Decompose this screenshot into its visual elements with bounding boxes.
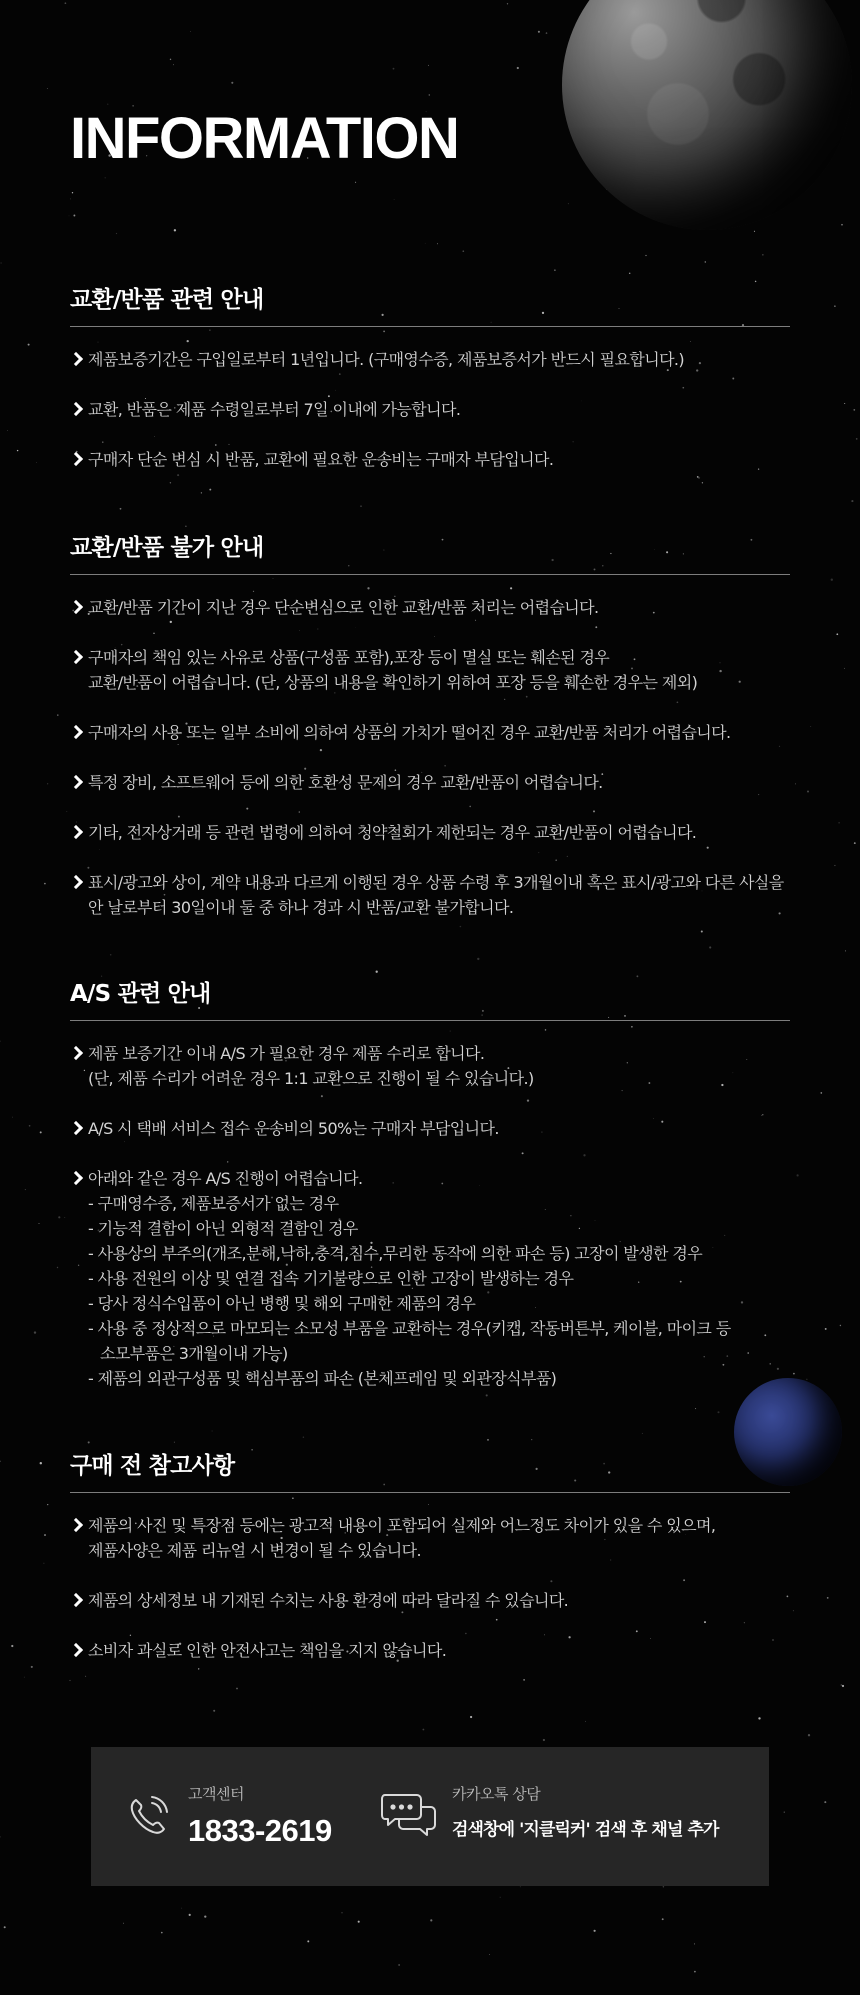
star: [73, 215, 75, 217]
star: [834, 305, 836, 307]
section-exchange-unavailable: [70, 530, 790, 945]
star: [0, 262, 1, 263]
star: [851, 500, 853, 502]
star: [845, 950, 846, 951]
star: [4, 1926, 6, 1928]
star: [762, 254, 763, 255]
list-item-text: [88, 347, 790, 372]
list-item-text: [88, 1166, 790, 1391]
chevron-right-icon: [70, 447, 88, 472]
star: [190, 31, 191, 32]
list-item: [70, 645, 790, 695]
star: [70, 199, 71, 200]
star: [174, 1442, 175, 1443]
list-item-text: [88, 770, 790, 795]
star: [645, 255, 646, 256]
star: [212, 1430, 213, 1431]
list-item: [70, 770, 790, 795]
star: [425, 243, 426, 244]
star: [629, 273, 630, 274]
list-item-line: 구매자 단순 변심 시 반품, 교환에 필요한 운송비는 구매자 부담입니다.: [88, 450, 554, 469]
star: [120, 508, 122, 510]
chevron-right-icon: [70, 397, 88, 422]
star: [422, 1729, 424, 1731]
list-item-line: 기타, 전자상거래 등 관련 법령에 의하여 청약철회가 제한되는 경우 교환/반품이 어렵습니다.: [88, 823, 697, 842]
star: [161, 1932, 163, 1934]
star: [793, 1373, 795, 1375]
star: [57, 1267, 58, 1268]
star: [831, 579, 833, 581]
star: [65, 2, 67, 4]
star: [66, 811, 67, 812]
star: [174, 229, 176, 231]
star: [836, 633, 838, 635]
chevron-right-icon: [70, 595, 88, 620]
star: [307, 1940, 309, 1942]
list-item-line: - 구매영수증, 제품보증서가 없는 경우: [88, 1194, 339, 1213]
star: [123, 1923, 124, 1924]
star: [108, 104, 109, 105]
star: [72, 192, 73, 193]
chevron-right-icon: [70, 720, 88, 745]
star: [784, 1811, 785, 1812]
list-item-line: A/S 시 택배 서비스 접수 운송비의 50%는 구매자 부담입니다.: [88, 1119, 499, 1138]
star: [517, 67, 519, 69]
list-item: [70, 1166, 790, 1391]
list-item-line: 교환, 반품은 제품 수령일로부터 7일 이내에 가능합니다.: [88, 400, 461, 419]
star: [694, 1971, 696, 1973]
list-item-line: 제품의 상세정보 내 기재된 수치는 사용 환경에 따라 달라질 수 있습니다.: [88, 1591, 569, 1610]
chevron-right-icon: [70, 1166, 88, 1191]
star: [58, 1216, 60, 1218]
star: [585, 1721, 586, 1722]
star: [462, 250, 464, 252]
star: [477, 958, 479, 960]
list-item-line: - 기능적 결함이 아닌 외형적 결함인 경우: [88, 1219, 358, 1238]
list-item-line: 교환/반품 기간이 지난 경우 단순변심으로 인한 교환/반품 처리는 어렵습니다.: [88, 598, 599, 617]
star: [88, 1441, 90, 1443]
contact-box: [91, 1747, 769, 1886]
star: [824, 1801, 826, 1803]
kakao-consult-label: 카카오톡 상담: [452, 1785, 541, 1803]
star: [189, 1914, 191, 1916]
chat-bubble-icon: [381, 1791, 437, 1837]
star: [489, 1954, 490, 1955]
star: [844, 668, 845, 669]
list-item-text: [88, 645, 790, 695]
list-item-text: [88, 820, 790, 845]
star: [40, 1131, 42, 1133]
star: [531, 1439, 532, 1440]
star: [29, 1125, 31, 1127]
list-item: [70, 347, 790, 372]
star: [170, 59, 171, 60]
list-item: [70, 447, 790, 472]
star: [838, 822, 840, 824]
list-item-line: 교환/반품이 어렵습니다. (단, 상품의 내용을 확인하기 위하여 포장 등을 훼손한 경우는 제외): [88, 673, 698, 692]
star: [303, 1436, 304, 1437]
star: [213, 1710, 215, 1712]
star: [663, 1886, 664, 1887]
star: [185, 526, 186, 527]
star: [507, 3, 508, 4]
page-title: INFORMATION: [70, 106, 459, 171]
list-item-line: 표시/광고와 상이, 계약 내용과 다르게 이행된 경우 상품 수령 후 3개월이내 혹은 표시/광고와 다른 사실을: [88, 873, 784, 892]
star: [841, 1685, 842, 1686]
chevron-right-icon: [70, 820, 88, 845]
star: [173, 64, 174, 65]
list-item: [70, 1513, 790, 1563]
chevron-right-icon: [70, 1638, 88, 1663]
chevron-right-icon: [70, 645, 88, 670]
list-item-text: [88, 397, 790, 422]
chevron-right-icon: [70, 1513, 88, 1538]
list-item-line: 제품보증기간은 구입일로부터 1년입니다. (구매영수증, 제품보증서가 반드시 필요합니다.): [88, 350, 685, 369]
list-item-text: [88, 1041, 790, 1091]
star: [470, 1716, 472, 1718]
star: [17, 450, 18, 451]
list-item-text: [88, 1588, 790, 1613]
star: [429, 94, 430, 95]
list-item-line: 소모부품은 3개월이내 가능): [100, 1344, 288, 1363]
star: [520, 1886, 521, 1887]
star: [57, 714, 58, 715]
list-item-text: [88, 447, 790, 472]
phone-number[interactable]: 1833-2619: [188, 1813, 332, 1848]
chevron-right-icon: [70, 1116, 88, 1141]
star: [500, 1897, 501, 1898]
section-exchange-return: [70, 282, 790, 497]
info-list: [70, 1513, 790, 1663]
star: [594, 1930, 596, 1932]
star: [0, 1836, 1, 1837]
list-item: [70, 397, 790, 422]
star: [642, 1433, 643, 1434]
star: [793, 1610, 794, 1611]
star: [568, 203, 569, 204]
list-item-text: [88, 1513, 790, 1563]
list-item: [70, 595, 790, 620]
list-item-line: 제품 보증기간 이내 A/S 가 필요한 경우 제품 수리로 합니다.: [88, 1044, 485, 1063]
star: [64, 1217, 65, 1218]
star: [797, 1174, 799, 1176]
star: [393, 68, 395, 70]
star: [709, 946, 711, 948]
star: [341, 1912, 342, 1913]
list-item-text: [88, 870, 790, 920]
star: [44, 883, 46, 885]
star: [554, 269, 556, 271]
star: [31, 1666, 33, 1668]
list-item-line: (단, 제품 수리가 어려운 경우 1:1 교환으로 진행이 될 수 있습니다.): [88, 1069, 534, 1088]
list-item-line: 구매자의 사용 또는 일부 소비에 의하여 상품의 가치가 떨어진 경우 교환/반품 처리가 어렵습니다.: [88, 723, 731, 742]
list-item: [70, 820, 790, 845]
star: [36, 462, 37, 463]
section-as-info: [70, 976, 790, 1416]
list-item-line: - 사용상의 부주의(개조,분해,낙하,충격,침수,무리한 동작에 의한 파손 등) 고장이 발생한 경우: [88, 1244, 703, 1263]
star: [394, 199, 395, 200]
star: [807, 791, 809, 793]
star: [47, 1504, 48, 1505]
section-title: A/S 관련 안내: [70, 976, 790, 1021]
star: [181, 1908, 182, 1909]
list-item: [70, 870, 790, 920]
list-item-line: 구매자의 책임 있는 사유로 상품(구성품 포함),포장 등이 멸실 또는 훼손된 경우: [88, 648, 610, 667]
star: [7, 430, 8, 431]
star: [705, 261, 706, 262]
list-item: [70, 1588, 790, 1613]
star: [11, 1645, 13, 1647]
star: [231, 82, 233, 84]
star: [428, 65, 429, 66]
list-item-text: [88, 720, 790, 745]
star: [825, 1328, 827, 1330]
star: [842, 1685, 844, 1687]
star: [840, 1325, 841, 1326]
list-item: [70, 1638, 790, 1663]
star: [754, 231, 755, 232]
star: [39, 1223, 40, 1224]
star: [28, 344, 30, 346]
star: [47, 784, 48, 785]
star: [430, 1919, 432, 1921]
star: [758, 1717, 760, 1719]
info-list: [70, 347, 790, 472]
star: [806, 1379, 807, 1380]
star: [694, 1943, 695, 1944]
chevron-right-icon: [70, 1041, 88, 1066]
star: [355, 182, 356, 183]
star: [398, 1964, 399, 1965]
star: [538, 31, 540, 33]
star: [204, 1915, 206, 1917]
list-item: [70, 1041, 790, 1091]
list-item: [70, 720, 790, 745]
list-item-text: [88, 1116, 790, 1141]
star: [0, 1461, 1, 1462]
list-item-text: [88, 1638, 790, 1663]
star: [546, 32, 548, 34]
chevron-right-icon: [70, 347, 88, 372]
star: [69, 216, 70, 217]
section-title: 교환/반품 불가 안내: [70, 530, 790, 575]
star: [543, 1739, 545, 1741]
chevron-right-icon: [70, 870, 88, 895]
star: [43, 1563, 44, 1564]
list-item-line: - 당사 정식수입품이 아닌 병행 및 해외 구매한 제품의 경우: [88, 1294, 476, 1313]
star: [853, 409, 855, 411]
section-purchase-notes: [70, 1448, 790, 1688]
star: [105, 178, 106, 179]
list-item-line: 특정 장비, 소프트웨어 등에 의한 호환성 문제의 경우 교환/반품이 어렵습니다.: [88, 773, 603, 792]
kakao-channel-text: 검색창에 '지클릭커' 검색 후 채널 추가: [452, 1820, 719, 1840]
section-title: 교환/반품 관련 안내: [70, 282, 790, 327]
list-item-line: - 사용 중 정상적으로 마모되는 소모성 부품을 교환하는 경우(키캡, 작동버튼부, 케이블, 마이크 등: [88, 1319, 731, 1338]
star: [376, 971, 378, 973]
star: [841, 224, 843, 226]
star: [827, 1597, 829, 1599]
star: [844, 403, 845, 404]
list-item-line: - 사용 전원의 이상 및 연결 접속 기기불량으로 인한 고장이 발생하는 경우: [88, 1269, 574, 1288]
list-item-line: 제품의 사진 및 특장점 등에는 광고적 내용이 포함되어 실제와 어느정도 차이가 있을 수 있으며,: [88, 1516, 716, 1535]
star: [811, 726, 812, 727]
star: [34, 1331, 36, 1333]
star: [834, 865, 835, 866]
list-item: [70, 1116, 790, 1141]
list-item-text: [88, 595, 790, 620]
star: [110, 954, 112, 956]
star: [808, 1734, 810, 1736]
chevron-right-icon: [70, 770, 88, 795]
star: [25, 1189, 26, 1190]
star: [662, 1918, 664, 1920]
star: [40, 1462, 42, 1464]
info-list: [70, 1041, 790, 1391]
list-item-line: 안 날로부터 30일이내 둘 중 하나 경과 시 반품/교환 불가합니다.: [88, 898, 514, 917]
section-title: 구매 전 참고사항: [70, 1448, 790, 1493]
star: [854, 842, 856, 844]
star: [360, 505, 362, 507]
star: [856, 438, 858, 440]
list-item-line: 소비자 과실로 인한 안전사고는 책임을 지지 않습니다.: [88, 1641, 447, 1660]
star: [358, 1921, 360, 1923]
chevron-right-icon: [70, 1588, 88, 1613]
star: [116, 233, 117, 234]
star: [44, 1534, 46, 1536]
list-item-line: 아래와 같은 경우 A/S 진행이 어렵습니다.: [88, 1169, 363, 1188]
star: [12, 1117, 13, 1118]
star: [820, 1092, 822, 1094]
customer-center-label: 고객센터: [188, 1785, 244, 1803]
star: [24, 1677, 25, 1678]
star: [487, 1439, 489, 1441]
phone-icon: [126, 1794, 170, 1838]
star: [437, 243, 438, 244]
info-list: [70, 595, 790, 920]
star: [47, 88, 48, 89]
star: [795, 783, 796, 784]
list-item-line: 제품사양은 제품 리뉴얼 시 변경이 될 수 있습니다.: [88, 1541, 422, 1560]
list-item-line: - 제품의 외관구성품 및 핵심부품의 파손 (본체프레임 및 외관장식부품): [88, 1369, 557, 1388]
